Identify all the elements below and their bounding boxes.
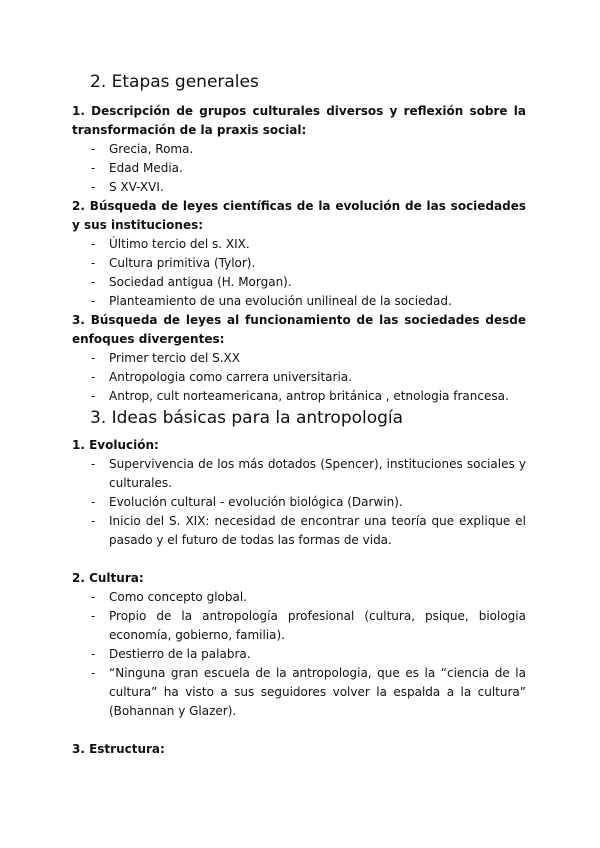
- list-item: - Antropologia como carrera universitaria.: [91, 370, 352, 384]
- list-etapa-2: [72, 235, 526, 311]
- subheading-etapa-3: 3. Búsqueda de leyes al funcionamiento de las sociedades desde enfoques divergentes:: [72, 313, 526, 346]
- list-item: - Propio de la antropología profesional (cultura, psique, biologia economía, gobierno, familia).: [91, 609, 526, 642]
- heading-etapas-generales: 2. Etapas generales: [90, 72, 259, 92]
- list-item: - Inicio del S. XIX: necesidad de encontrar una teoría que explique el pasado y el futuro de todas las formas de vida.: [91, 514, 526, 547]
- subheading-evolucion: 1. Evolución:: [72, 438, 159, 452]
- spacer: [72, 550, 526, 569]
- list-item: - S XV-XVI.: [91, 180, 164, 194]
- list-item: - Último tercio del s. XIX.: [91, 237, 250, 251]
- list-item: - Sociedad antigua (H. Morgan).: [91, 275, 292, 289]
- heading-ideas-basicas: 3. Ideas básicas para la antropología: [90, 408, 404, 428]
- list-item: - Edad Media.: [91, 161, 183, 175]
- subheading-estructura: 3. Estructura:: [72, 742, 165, 756]
- list-item: - Antrop, cult norteamericana, antrop británica , etnologia francesa.: [91, 389, 509, 403]
- spacer: [72, 721, 526, 740]
- list-item: - “Ninguna gran escuela de la antropologia, que es la “ciencia de la cultura” ha visto a sus seguidores volver la espalda a la cultura” (Bohannan y Glazer).: [91, 666, 526, 718]
- document-content: [72, 70, 526, 759]
- list-item: - Destierro de la palabra.: [91, 647, 251, 661]
- subheading-cultura: 2. Cultura:: [72, 571, 144, 585]
- list-item: - Cultura primitiva (Tylor).: [91, 256, 256, 270]
- list-item: - Evolución cultural - evolución biológica (Darwin).: [91, 495, 403, 509]
- list-item: - Planteamiento de una evolución unilineal de la sociedad.: [91, 294, 452, 308]
- list-evolucion: [72, 455, 526, 550]
- list-etapa-3: [72, 349, 526, 406]
- subheading-etapa-2: 2. Búsqueda de leyes científicas de la evolución de las sociedades y sus instituciones:: [72, 199, 526, 232]
- list-etapa-1: [72, 140, 526, 197]
- list-cultura: [72, 588, 526, 721]
- list-item: - Grecia, Roma.: [91, 142, 194, 156]
- list-item: - Como concepto global.: [91, 590, 247, 604]
- list-item: - Primer tercio del S.XX: [91, 351, 240, 365]
- subheading-etapa-1: 1. Descripción de grupos culturales diversos y reflexión sobre la transformación de la praxis social:: [72, 104, 526, 137]
- list-item: - Supervivencia de los más dotados (Spencer), instituciones sociales y culturales.: [91, 457, 526, 490]
